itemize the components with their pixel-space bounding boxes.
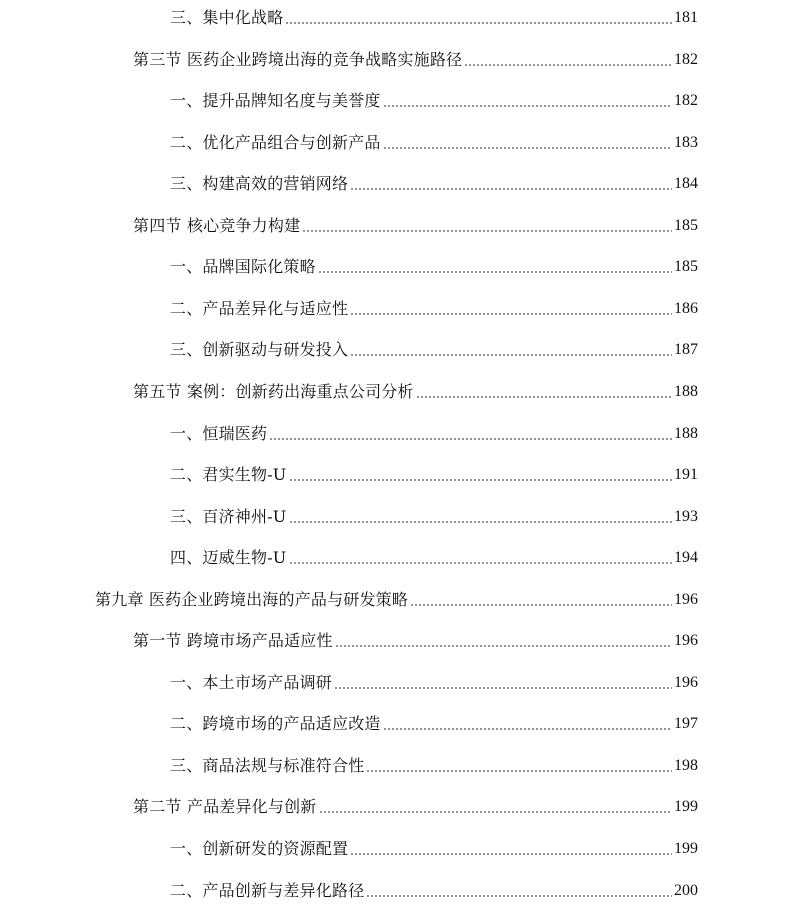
toc-entry-page-number: 198 <box>674 756 698 774</box>
toc-entry-title: 三、构建高效的营销网络 <box>170 174 349 194</box>
dot-leader <box>269 438 672 440</box>
toc-entry-page-number: 200 <box>674 881 698 899</box>
toc-entry-page-number: 196 <box>674 590 698 608</box>
toc-entry[interactable] <box>170 127 698 153</box>
toc-entry-page-number: 187 <box>674 341 698 359</box>
toc-entry[interactable] <box>170 708 698 734</box>
toc-entry[interactable] <box>170 667 698 693</box>
toc-entry[interactable] <box>170 418 698 444</box>
toc-entry-page-number: 188 <box>674 382 698 400</box>
dot-leader <box>366 770 672 772</box>
toc-entry[interactable] <box>170 85 698 111</box>
toc-entry-page-number: 197 <box>674 715 698 733</box>
toc-entry[interactable] <box>170 875 698 901</box>
toc-entry-page-number: 196 <box>674 632 698 650</box>
toc-entry[interactable] <box>133 210 698 236</box>
toc-entry-title: 三、商品法规与标准符合性 <box>170 755 365 775</box>
toc-entry-title: 一、创新研发的资源配置 <box>170 839 349 858</box>
dot-leader <box>285 22 672 24</box>
dot-leader <box>318 271 672 273</box>
dot-leader <box>383 728 672 730</box>
toc-entry-page-number: 193 <box>674 507 698 525</box>
toc-entry-page-number: 199 <box>674 798 698 816</box>
toc-entry-page-number: 182 <box>674 50 698 68</box>
dot-leader <box>319 811 673 813</box>
dot-leader <box>383 105 672 107</box>
toc-entry-page-number: 183 <box>674 133 698 151</box>
toc-entry-title: 二、君实生物-U <box>170 465 287 484</box>
toc-entry[interactable] <box>170 293 698 319</box>
toc-entry[interactable] <box>170 168 698 194</box>
dot-leader <box>289 521 673 523</box>
toc-entry[interactable] <box>133 44 698 70</box>
toc-entry-title: 三、创新驱动与研发投入 <box>170 340 349 360</box>
toc-entry-page-number: 199 <box>674 840 698 857</box>
toc-entry[interactable] <box>170 459 698 485</box>
dot-leader <box>410 604 672 606</box>
toc-entry[interactable] <box>170 501 698 527</box>
toc-entry-page-number: 188 <box>674 424 698 442</box>
toc-entry-title: 第四节 核心竞争力构建 <box>133 215 301 235</box>
toc-entry[interactable] <box>133 625 698 651</box>
toc-entry-title: 一、恒瑞医药 <box>170 423 268 443</box>
toc-entry[interactable] <box>95 584 698 610</box>
dot-leader <box>350 354 672 356</box>
dot-leader <box>464 64 672 66</box>
toc-entry-title: 二、产品差异化与适应性 <box>170 298 349 318</box>
toc-entry-title: 二、跨境市场的产品适应改造 <box>170 714 381 734</box>
dot-leader <box>289 562 673 564</box>
toc-entry-title: 第三节 医药企业跨境出海的竞争战略实施路径 <box>133 49 463 69</box>
toc-entry-title: 一、提升品牌知名度与美誉度 <box>170 91 381 111</box>
toc-entry-page-number: 185 <box>674 258 698 276</box>
toc-entry-page-number: 184 <box>674 175 698 193</box>
dot-leader <box>350 188 672 190</box>
toc-entry-title: 一、本土市场产品调研 <box>170 672 333 692</box>
toc-entry[interactable] <box>133 791 698 817</box>
toc-entry-page-number: 196 <box>674 673 698 691</box>
dot-leader <box>416 396 672 398</box>
dot-leader <box>383 147 672 149</box>
toc-entry-title: 一、品牌国际化策略 <box>170 257 316 277</box>
toc-entry[interactable] <box>170 334 698 360</box>
toc-entry[interactable] <box>170 833 698 859</box>
toc-entry-page-number: 191 <box>674 466 698 483</box>
toc-entry-title: 第九章 医药企业跨境出海的产品与研发策略 <box>95 589 409 609</box>
toc-entry-page-number: 194 <box>674 549 698 567</box>
toc-entry-page-number: 181 <box>674 9 698 26</box>
toc-entry[interactable] <box>170 2 698 28</box>
dot-leader <box>366 895 672 897</box>
toc-entry[interactable] <box>133 376 698 402</box>
toc-entry-title: 第五节 案例：创新药出海重点公司分析 <box>133 381 414 401</box>
toc-entry-page-number: 186 <box>674 299 698 317</box>
dot-leader <box>289 479 673 481</box>
dot-leader <box>350 853 672 855</box>
toc-entry-title: 三、集中化战略 <box>170 8 284 27</box>
toc-entry[interactable] <box>170 750 698 776</box>
toc-entry-title: 第二节 产品差异化与创新 <box>133 797 317 817</box>
toc-entry-title: 第一节 跨境市场产品适应性 <box>133 631 333 651</box>
toc-entry[interactable] <box>170 542 698 568</box>
toc-entry-title: 二、优化产品组合与创新产品 <box>170 132 381 152</box>
toc-entry-title: 三、百济神州-U <box>170 506 287 526</box>
toc-entry-title: 二、产品创新与差异化路径 <box>170 880 365 900</box>
toc-entry[interactable] <box>170 251 698 277</box>
toc-entry-title: 四、迈威生物-U <box>170 548 287 568</box>
dot-leader <box>350 313 672 315</box>
dot-leader <box>302 230 672 232</box>
toc-entry-page-number: 185 <box>674 216 698 234</box>
dot-leader <box>334 687 672 689</box>
dot-leader <box>335 645 672 647</box>
toc-entry-page-number: 182 <box>674 92 698 110</box>
